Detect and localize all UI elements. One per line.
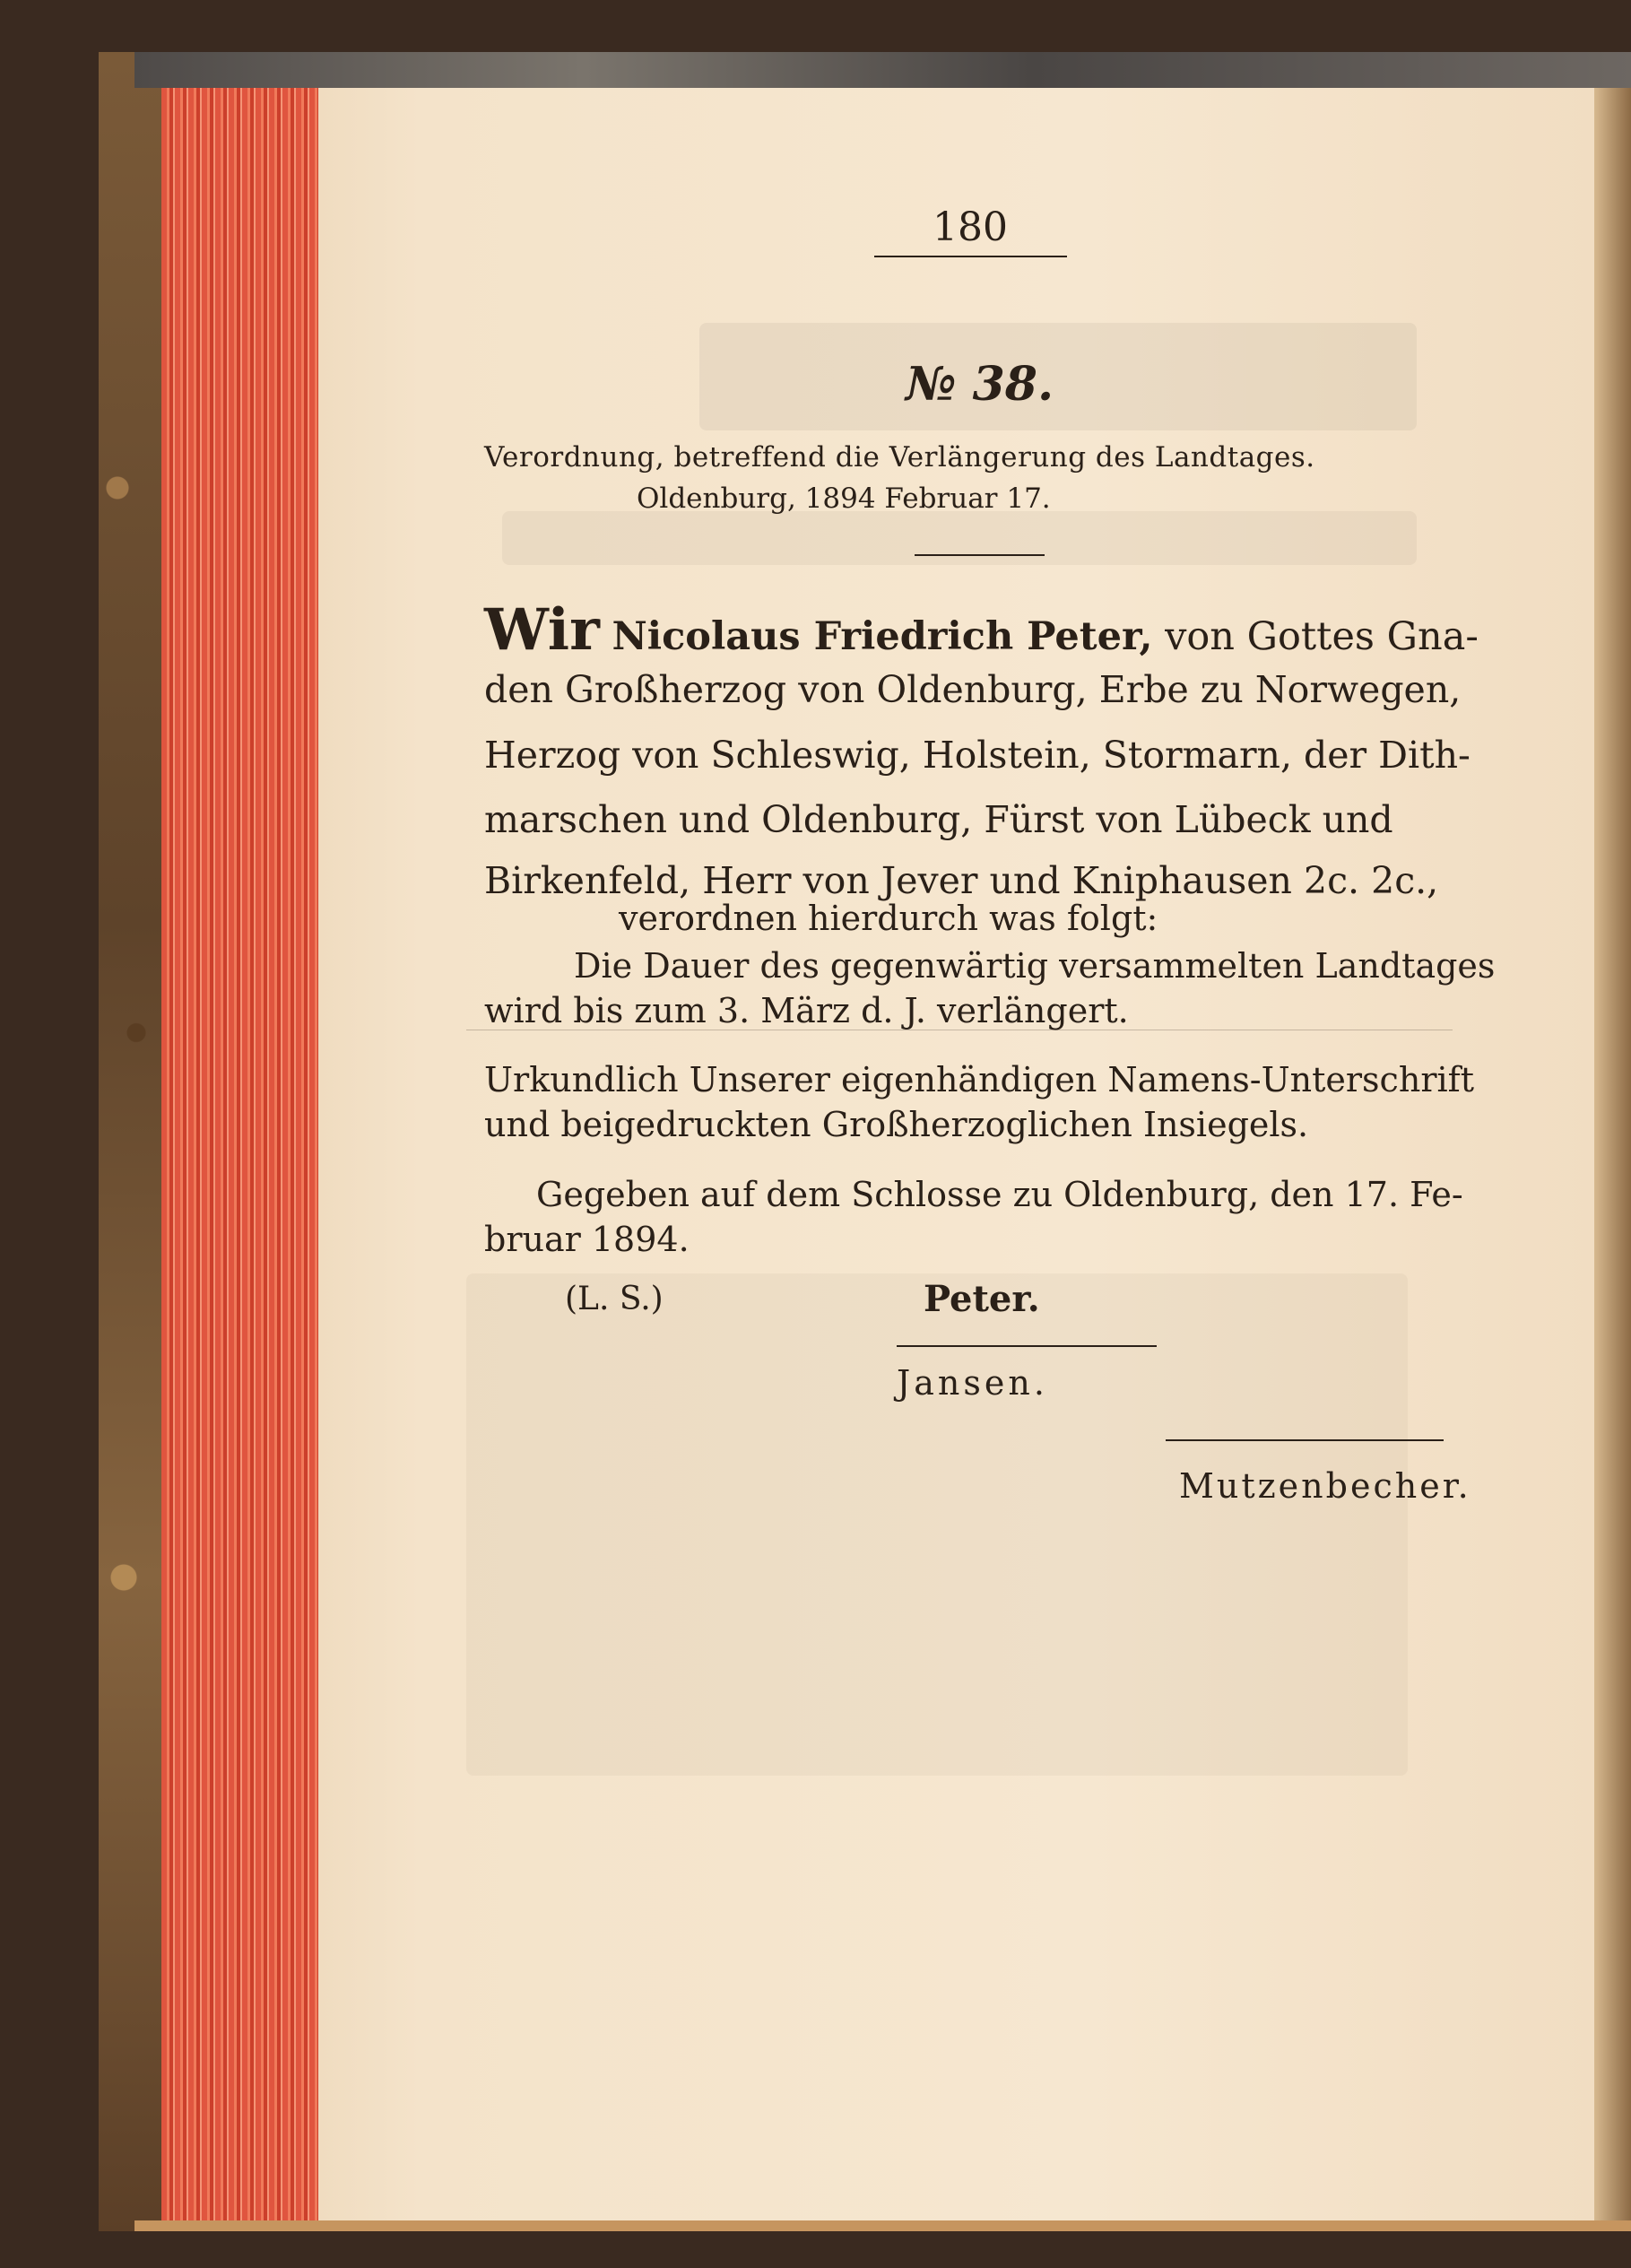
seal-mark: (L. S.) [565, 1281, 664, 1317]
bleed-through-shadow [502, 511, 1417, 565]
ordinance-title: Verordnung, betreffend die Verlängerung des Landtages. [484, 441, 1315, 474]
body-line: marschen und Oldenburg, Fürst von Lübeck und [484, 798, 1393, 841]
bleed-through-shadow [466, 1273, 1408, 1776]
body-line: wird bis zum 3. März d. J. verlängert. [484, 991, 1129, 1030]
book-bottom-edge [134, 2220, 1631, 2231]
body-line: Birkenfeld, Herr von Jever und Kniphausen 2c. 2c., [484, 859, 1439, 902]
body-line: den Großherzog von Oldenburg, Erbe zu Norwegen, [484, 668, 1462, 711]
book-top-edge [134, 52, 1631, 88]
divider-rule [915, 554, 1045, 556]
body-line: Herzog von Schleswig, Holstein, Stormarn, der Dith- [484, 734, 1471, 777]
body-line [484, 596, 1479, 664]
body-line: Gegeben auf dem Schlosse zu Oldenburg, den 17. Fe- [536, 1175, 1463, 1214]
body-line: verordnen hierdurch was folgt: [619, 899, 1158, 938]
sovereign-name: Nicolaus Friedrich Peter, [612, 614, 1153, 659]
red-page-edges [161, 88, 320, 2220]
ordinance-date: Oldenburg, 1894 Februar 17. [637, 482, 1051, 515]
body-line: bruar 1894. [484, 1220, 690, 1259]
ordinance-number: № 38. [906, 357, 1054, 412]
body-text: von Gottes Gna- [1165, 614, 1479, 659]
signature-rule [1166, 1439, 1444, 1441]
bleed-through-shadow [699, 323, 1417, 430]
body-line: Urkundlich Unserer eigenhändigen Namens-Unterschrift [484, 1060, 1474, 1099]
page-number: 180 [933, 204, 1008, 250]
body-line: Die Dauer des gegenwärtig versammelten Landtages [574, 946, 1496, 986]
signature-peter: Peter. [924, 1278, 1040, 1320]
signature-jansen: Jansen. [897, 1363, 1048, 1403]
signature-rule [897, 1345, 1157, 1347]
divider-rule [874, 256, 1067, 257]
initial-word: Wir [484, 596, 600, 664]
body-line: und beigedruckten Großherzoglichen Insiegels. [484, 1105, 1309, 1144]
book-gutter [1594, 88, 1631, 2220]
signature-mutzenbecher: Mutzenbecher. [1179, 1466, 1471, 1506]
marbled-cover-edge [99, 52, 161, 2231]
